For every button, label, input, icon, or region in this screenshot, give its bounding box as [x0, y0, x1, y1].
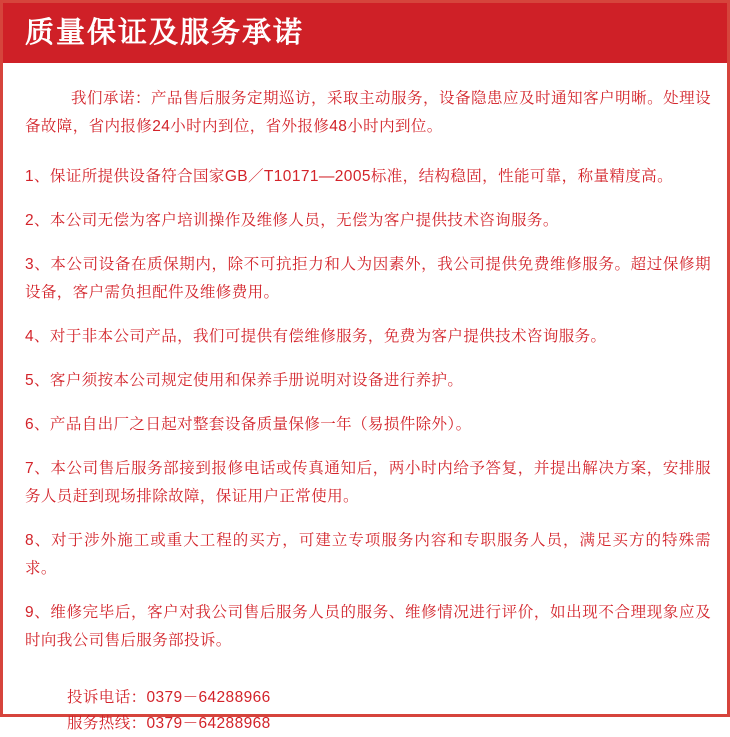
commitment-item-6: 6、产品自出厂之日起对整套设备质量保修一年（易损件除外）。 — [25, 416, 472, 433]
commitment-item-7: 7、本公司售后服务部接到报修电话或传真通知后，两小时内给予答复，并提出解决方案，安排服务人员赶到现场排除故障，保证用户正常使用。 — [25, 460, 711, 505]
commitment-item-8: 8、对于涉外施工或重大工程的买方，可建立专项服务内容和专职服务人员，满足买方的特殊需求。 — [25, 532, 711, 577]
intro-paragraph: 我们承诺：产品售后服务定期巡访，采取主动服务，设备隐患应及时通知客户明晰。处理设备故障，省内报修24小时内到位，省外报修48小时内到位。 — [25, 90, 711, 135]
commitment-item-4: 4、对于非本公司产品，我们可提供有偿维修服务，免费为客户提供技术咨询服务。 — [25, 328, 607, 345]
commitment-item-2: 2、本公司无偿为客户培训操作及维修人员，无偿为客户提供技术咨询服务。 — [25, 212, 559, 229]
commitment-item-5: 5、客户须按本公司规定使用和保养手册说明对设备进行养护。 — [25, 372, 464, 389]
commitment-item-3: 3、本公司设备在质保期内，除不可抗拒力和人为因素外，我公司提供免费维修服务。超过保修期设备，客户需负担配件及维修费用。 — [25, 256, 711, 301]
contact-block — [25, 685, 711, 737]
complaint-phone-line: 投诉电话：0379－64288966 — [67, 689, 271, 706]
page-title: 质量保证及服务承诺 — [25, 16, 305, 49]
commitment-item-1: 1、保证所提供设备符合国家GB／T10171—2005标准，结构稳固，性能可靠，称量精度高。 — [25, 168, 673, 185]
document-body — [3, 63, 727, 737]
document-header — [3, 3, 727, 63]
commitment-item-9: 9、维修完毕后，客户对我公司售后服务人员的服务、维修情况进行评价，如出现不合理现象应及时向我公司售后服务部投诉。 — [25, 604, 711, 649]
service-hotline-line: 服务热线：0379－64288968 — [67, 715, 271, 732]
